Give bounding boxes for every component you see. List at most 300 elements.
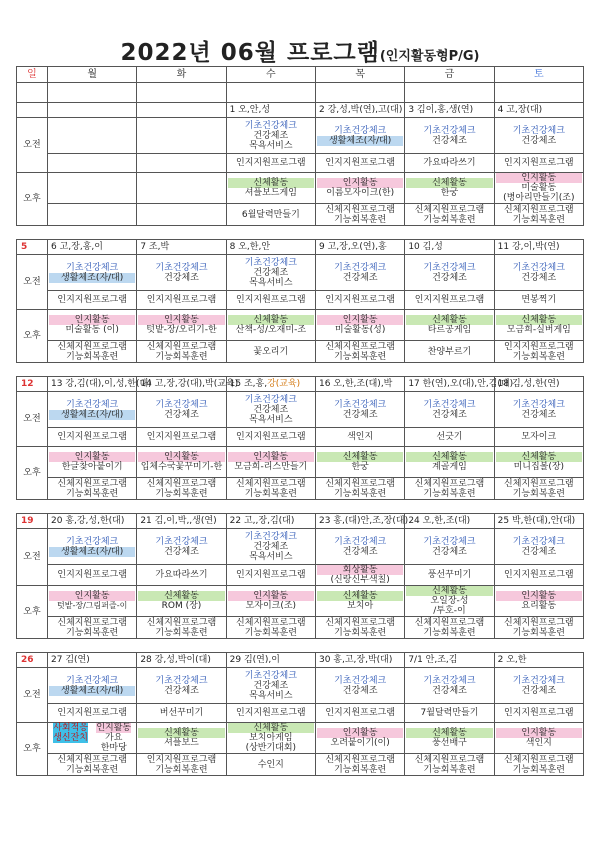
program-line: 풍선꾸미기: [427, 570, 472, 580]
program-line: 신체지원프로그램: [414, 617, 485, 628]
am-row-1: [17, 255, 584, 291]
am-row-1: [17, 668, 584, 704]
program-line: 타르공게임: [427, 325, 472, 335]
program-line: 신체활동: [406, 452, 492, 462]
program-line: 건강체조: [164, 272, 199, 283]
sunday-date: 12: [17, 377, 48, 392]
program-line: 가요따라쓰기: [155, 570, 208, 580]
pm-program-cell: [405, 617, 494, 639]
program-line: 신체지원프로그램: [414, 478, 485, 489]
gap-cell: [17, 500, 48, 514]
date-cell: 8 오,한,안: [226, 240, 315, 255]
program-line: 기초건강체크: [512, 399, 565, 410]
gap-cell: [226, 226, 315, 240]
am-program-cell: [494, 118, 583, 154]
program-line: 건강체조: [432, 135, 467, 146]
pm-row-2: [17, 204, 584, 226]
am-program-cell: [315, 529, 404, 565]
am-program-cell: [494, 428, 583, 447]
gap-row: [17, 226, 584, 240]
am-program-cell: [315, 668, 404, 704]
program-line: 기능회복훈련: [512, 351, 565, 362]
am-program-cell: [405, 392, 494, 428]
program-line: 건강체조: [432, 409, 467, 420]
date-cell: 14 고,장,강(대),박(교육): [137, 377, 226, 392]
program-line: 기능회복훈련: [334, 214, 387, 225]
gap-cell: [48, 363, 137, 377]
program-line: 신체활동: [228, 178, 314, 188]
program-line: 미술활동: [521, 183, 557, 193]
date-cell: 10 김,성: [405, 240, 494, 255]
program-line: 인지지원프로그램: [57, 570, 127, 580]
date-cell: 11 강,이,박(연): [494, 240, 583, 255]
pm-program-cell: [494, 173, 583, 204]
program-line: 한글찾아붙이기: [61, 462, 123, 472]
program-line: 기능회복훈련: [334, 627, 387, 638]
pm-program-cell: [494, 586, 583, 617]
program-line: 오려붙이기(이): [330, 738, 390, 748]
program-line: 기초건강체크: [155, 262, 208, 273]
pm-program-cell: [48, 341, 137, 363]
program-line: 한궁: [440, 188, 459, 198]
split-cell: [49, 723, 135, 753]
program-line: 가요: [105, 733, 123, 743]
program-line: 기능회복훈련: [423, 764, 476, 775]
program-line: ROM (장): [161, 601, 202, 611]
am-program-cell: [405, 704, 494, 723]
date-cell: 22 고,,장,김(대): [226, 514, 315, 529]
program-line: 인지활동: [96, 723, 132, 733]
am-program-cell: [226, 565, 315, 586]
pm-program-cell: [315, 723, 404, 754]
pm-program-cell: [137, 617, 226, 639]
program-line: 산책-성/오재미-조: [235, 325, 307, 335]
program-line: 신체활동: [228, 315, 314, 325]
pm-program-cell: [315, 341, 404, 363]
program-line: 기초건강체크: [512, 125, 565, 136]
program-line: 신체활동: [496, 452, 582, 462]
pm-program-cell: [405, 754, 494, 776]
am-program-cell: [405, 154, 494, 173]
program-line: 신체지원프로그램: [504, 478, 574, 489]
program-line: 목욕서비스: [249, 690, 293, 701]
program-line: 기능회복훈련: [423, 627, 476, 638]
program-line: 건강체조: [521, 272, 557, 283]
am-program-cell: [137, 255, 226, 291]
pm-program-cell: [226, 478, 315, 500]
program-line: 신체지원프로그램: [504, 617, 574, 628]
program-line: 인지지원프로그램: [504, 158, 574, 168]
gap-cell: [315, 226, 404, 240]
pm-label: 오후: [17, 723, 48, 776]
program-line: 건강체조: [432, 546, 467, 557]
program-line: 생활체조(자/대): [49, 547, 135, 557]
program-line: 기초건강체크: [244, 120, 297, 131]
pm-program-cell: [315, 204, 404, 226]
program-line: 계골게임: [432, 462, 467, 472]
program-line: 신체활동: [317, 591, 403, 601]
am-program-cell: [494, 668, 583, 704]
pm-program-cell: [494, 341, 583, 363]
gap-cell: [48, 639, 137, 653]
program-line: 미술활동 (이): [65, 325, 119, 335]
am-program-cell: [494, 704, 583, 723]
pm-program-cell: [494, 723, 583, 754]
program-line: 인지지원프로그램: [146, 432, 217, 442]
program-line: 신체활동: [138, 591, 224, 601]
date-cell: 30 홍,고,장,박(대): [315, 653, 404, 668]
program-line: 신체지원프로그램: [504, 754, 574, 765]
program-line: 목욕서비스: [249, 414, 293, 425]
program-line: 신체지원프로그램: [146, 341, 217, 352]
program-line: 목욕서비스: [249, 277, 293, 288]
date-row: [17, 240, 584, 255]
program-line: 인지지원프로그램: [236, 570, 306, 580]
program-line: 풍선배구: [432, 738, 467, 748]
pm-program-cell: [494, 204, 583, 226]
program-line: 신체지원프로그램: [414, 204, 485, 215]
program-line: 기능회복훈련: [244, 488, 297, 499]
pm-program-cell: [494, 447, 583, 478]
pm-program-cell: [405, 310, 494, 341]
program-line: 기능회복훈련: [423, 214, 476, 225]
pm-program-cell: [226, 310, 315, 341]
am-program-cell: [315, 565, 404, 586]
am-program-cell: [48, 392, 137, 428]
date-cell: 17 한(연),오(대),안,김(대): [405, 377, 494, 392]
program-line: 건강체조: [342, 409, 378, 420]
program-line: 생신잔치: [53, 733, 88, 743]
program-line: 신체지원프로그램: [146, 617, 217, 628]
am-program-cell: [405, 118, 494, 154]
pm-row-1: [17, 310, 584, 341]
am-program-cell: [315, 291, 404, 310]
program-line: 신체지원프로그램: [57, 754, 127, 765]
pm-program-cell: [315, 586, 404, 617]
gap-cell: [315, 500, 404, 514]
gap-cell: [17, 639, 48, 653]
gap-cell: [226, 363, 315, 377]
program-line: (신랑신부색칠): [330, 575, 390, 585]
pm-row-2: [17, 478, 584, 500]
pm-program-cell: [48, 204, 137, 226]
program-line: 인지지원프로그램: [325, 295, 395, 305]
pm-program-cell: [494, 478, 583, 500]
pm-program-cell: [137, 204, 226, 226]
program-line: 인지활동: [228, 591, 314, 601]
gap-cell: [48, 500, 137, 514]
pm-program-cell: [226, 173, 315, 204]
am-program-cell: [494, 154, 583, 173]
program-line: 인지지원프로그램: [325, 158, 395, 168]
weekday-2: 화: [137, 67, 226, 83]
date-cell: 27 김(연): [48, 653, 137, 668]
program-line: 인지활동: [49, 452, 135, 462]
am-program-cell: [48, 668, 137, 704]
program-line: 건강체조: [342, 685, 378, 696]
am-program-cell: [48, 291, 137, 310]
program-line: 면봉찍기: [521, 295, 557, 305]
pm-program-cell: [137, 310, 226, 341]
program-line: 신체활동: [406, 178, 492, 188]
program-line: 건강체조: [253, 680, 289, 691]
gap-cell: [17, 363, 48, 377]
pm-program-cell: [315, 617, 404, 639]
weekday-header: [17, 67, 584, 83]
program-line: 인지지원프로그램: [236, 295, 306, 305]
program-line: 텃밭-장/오리기-한: [146, 325, 217, 335]
date-cell: 2 오,한: [494, 653, 583, 668]
program-line: 기능회복훈련: [244, 627, 297, 638]
am-program-cell: [226, 668, 315, 704]
am-program-cell: [48, 255, 137, 291]
program-line: 기초건강체크: [512, 536, 565, 547]
am-program-cell: [315, 428, 404, 447]
am-program-cell: [137, 154, 226, 173]
program-line: 기능회복훈련: [512, 764, 565, 775]
pm-program-cell: [405, 204, 494, 226]
am-program-cell: [405, 565, 494, 586]
program-line: 인지지원프로그램: [504, 341, 574, 352]
program-line: 기능회복훈련: [155, 627, 208, 638]
gap-cell: [494, 363, 583, 377]
program-line: 한궁: [351, 462, 369, 472]
pm-program-cell: [137, 586, 226, 617]
pm-program-cell: [226, 447, 315, 478]
program-line: 기초건강체크: [66, 399, 119, 410]
program-line: 기초건강체크: [423, 399, 476, 410]
am-program-cell: [137, 529, 226, 565]
schedule-table: [16, 66, 584, 776]
pm-program-cell: [494, 754, 583, 776]
program-line: 입체수국꽃꾸미기-한: [140, 462, 223, 472]
program-line: 건강체조: [253, 267, 289, 278]
date-cell: 20 홍,강,성,한(대): [48, 514, 137, 529]
pm-program-cell: [137, 478, 226, 500]
program-line: 기초건강체크: [244, 670, 297, 681]
program-line: 신체지원프로그램: [325, 478, 395, 489]
program-line: 기초건강체크: [334, 399, 387, 410]
program-line: 목욕서비스: [249, 140, 293, 151]
program-line: 버선꾸미기: [159, 708, 204, 718]
date-cell: [48, 103, 137, 118]
am-program-cell: [137, 291, 226, 310]
program-line: 사회적응: [53, 723, 88, 733]
program-line: 신체지원프로그램: [414, 754, 485, 765]
am-label: 오전: [17, 668, 48, 723]
program-line: 인지활동: [138, 315, 224, 325]
pm-program-cell: [48, 447, 137, 478]
program-line: 신체지원프로그램: [146, 478, 217, 489]
pm-row-2: [17, 617, 584, 639]
program-line: 신체지원프로그램: [236, 617, 306, 628]
program-line: 7월달력만들기: [420, 708, 479, 718]
am-program-cell: [137, 428, 226, 447]
pm-program-cell: [137, 754, 226, 776]
am-program-cell: [315, 392, 404, 428]
program-line: 인지지원프로그램: [504, 708, 574, 718]
program-line: 건강체조: [432, 685, 467, 696]
am-row-1: [17, 392, 584, 428]
spacer-cell: [405, 83, 494, 103]
pm-program-cell: [315, 310, 404, 341]
date-cell: 2 강,성,박(연),고(대): [315, 103, 404, 118]
program-line: 생활체조(자/대): [317, 136, 403, 146]
program-line: 기초건강체크: [334, 675, 387, 686]
program-line: 생활체조(자/대): [49, 686, 135, 696]
title-main: 2022년 06월 프로그램: [120, 40, 380, 66]
am-program-cell: [226, 428, 315, 447]
pm-program-cell: [48, 310, 137, 341]
program-line: 건강체조: [253, 130, 289, 141]
date-cell: 1 오,안,성: [226, 103, 315, 118]
program-line: 기능회복훈련: [66, 488, 119, 499]
am-program-cell: [494, 392, 583, 428]
pm-program-cell: [226, 341, 315, 363]
spacer-cell: [137, 83, 226, 103]
program-line: 기초건강체크: [244, 394, 297, 405]
program-line: (병아리만들기(조): [503, 193, 575, 203]
program-line: 인지활동: [317, 728, 403, 738]
program-line: 신체지원프로그램: [325, 754, 395, 765]
cognitive-activity: [96, 723, 131, 753]
pm-program-cell: [226, 754, 315, 776]
program-line: 이름모자이크(한): [326, 188, 395, 198]
program-line: 인지지원프로그램: [325, 708, 395, 718]
program-line: 회상활동: [317, 565, 403, 575]
program-line: /투호-이: [433, 606, 466, 616]
gap-row: [17, 363, 584, 377]
date-row: [17, 103, 584, 118]
program-line: 인지지원프로그램: [57, 295, 127, 305]
gap-cell: [226, 639, 315, 653]
program-line: 선긋기: [436, 432, 463, 442]
program-line: 기초건강체크: [66, 675, 119, 686]
pm-label: 오후: [17, 586, 48, 639]
weekday-5: 금: [405, 67, 494, 83]
pm-row-1: [17, 586, 584, 617]
gap-cell: [137, 500, 226, 514]
program-line: 인지지원프로그램: [504, 570, 574, 580]
program-line: 기초건강체크: [334, 262, 387, 273]
program-line: 기능회복훈련: [66, 627, 119, 638]
program-line: 건강체조: [521, 685, 557, 696]
pm-label: 오후: [17, 447, 48, 500]
gap-cell: [494, 500, 583, 514]
date-cell: [137, 103, 226, 118]
program-line: 요리활동: [521, 601, 557, 611]
program-line: 기능회복훈련: [66, 764, 119, 775]
program-line: 인지지원프로그램: [146, 754, 217, 765]
pm-program-cell: [48, 173, 137, 204]
pm-row-1: [17, 447, 584, 478]
program-line: 인지지원프로그램: [57, 432, 127, 442]
program-line: 신체활동: [406, 728, 492, 738]
program-line: 기초건강체크: [334, 536, 387, 547]
date-cell: 24 오,한,조(대): [405, 514, 494, 529]
program-line: 인지활동: [49, 591, 135, 601]
am-label: 오전: [17, 392, 48, 447]
am-program-cell: [315, 118, 404, 154]
am-row-2: [17, 291, 584, 310]
program-line: 6월달력만들기: [241, 209, 300, 220]
date-cell: 6 고,장,홍,이: [48, 240, 137, 255]
weekday-3: 수: [226, 67, 315, 83]
pm-program-cell: [226, 723, 315, 754]
date-cell: 13 강,김(대),이,성,한(대): [48, 377, 137, 392]
program-line: 인지지원프로그램: [236, 158, 306, 168]
program-line: 건강체조: [342, 272, 378, 283]
date-row: [17, 514, 584, 529]
pm-program-cell: [494, 310, 583, 341]
program-line: 모금희-실버게임: [506, 325, 571, 335]
program-line: 신체지원프로그램: [325, 204, 395, 215]
am-program-cell: [48, 154, 137, 173]
program-line: 신체활동: [228, 723, 314, 733]
program-line: 신체활동: [406, 586, 492, 596]
am-row-2: [17, 565, 584, 586]
pm-program-cell: [405, 586, 494, 617]
pm-program-cell: [48, 723, 137, 754]
program-line: 기초건강체크: [66, 536, 119, 547]
gap-cell: [405, 363, 494, 377]
program-line: 텃밭-장/그림퍼즐-이: [57, 601, 128, 610]
program-line: 기초건강체크: [423, 536, 476, 547]
pm-program-cell: [48, 478, 137, 500]
am-program-cell: [48, 529, 137, 565]
program-line: 기초건강체크: [244, 531, 297, 542]
program-line: 기능회복훈련: [334, 764, 387, 775]
am-program-cell: [226, 154, 315, 173]
program-line: 기능회복훈련: [423, 488, 476, 499]
am-program-cell: [405, 255, 494, 291]
am-program-cell: [48, 118, 137, 154]
program-line: 신체활동: [138, 728, 224, 738]
pm-program-cell: [137, 447, 226, 478]
gap-cell: [137, 226, 226, 240]
program-line: 셔플보드: [164, 738, 199, 748]
program-line: 인지활동: [228, 452, 314, 462]
program-line: 셔플보드게임: [244, 188, 297, 198]
pm-program-cell: [405, 341, 494, 363]
program-line: 인지활동: [496, 591, 582, 601]
program-line: 기능회복훈련: [512, 488, 565, 499]
program-line: 신체활동: [496, 315, 582, 325]
program-line: 인지지원프로그램: [236, 432, 306, 442]
program-line: 건강체조: [253, 541, 289, 552]
am-program-cell: [494, 565, 583, 586]
am-program-cell: [137, 392, 226, 428]
gap-cell: [494, 226, 583, 240]
program-line: 기능회복훈련: [512, 214, 565, 225]
program-line: 기능회복훈련: [334, 351, 387, 362]
spacer-cell: [494, 83, 583, 103]
program-line: 기초건강체크: [423, 262, 476, 273]
am-program-cell: [48, 428, 137, 447]
pm-program-cell: [137, 173, 226, 204]
pm-row-2: [17, 754, 584, 776]
date-cell: 28 강,성,박이(대): [137, 653, 226, 668]
program-line: (상반기대회): [245, 743, 297, 753]
gap-cell: [137, 363, 226, 377]
am-program-cell: [48, 565, 137, 586]
am-label: 오전: [17, 118, 48, 173]
am-label: 오전: [17, 255, 48, 310]
pm-label: 오후: [17, 310, 48, 363]
sunday-date: 19: [17, 514, 48, 529]
program-line: 건강체조: [521, 409, 557, 420]
am-program-cell: [315, 255, 404, 291]
